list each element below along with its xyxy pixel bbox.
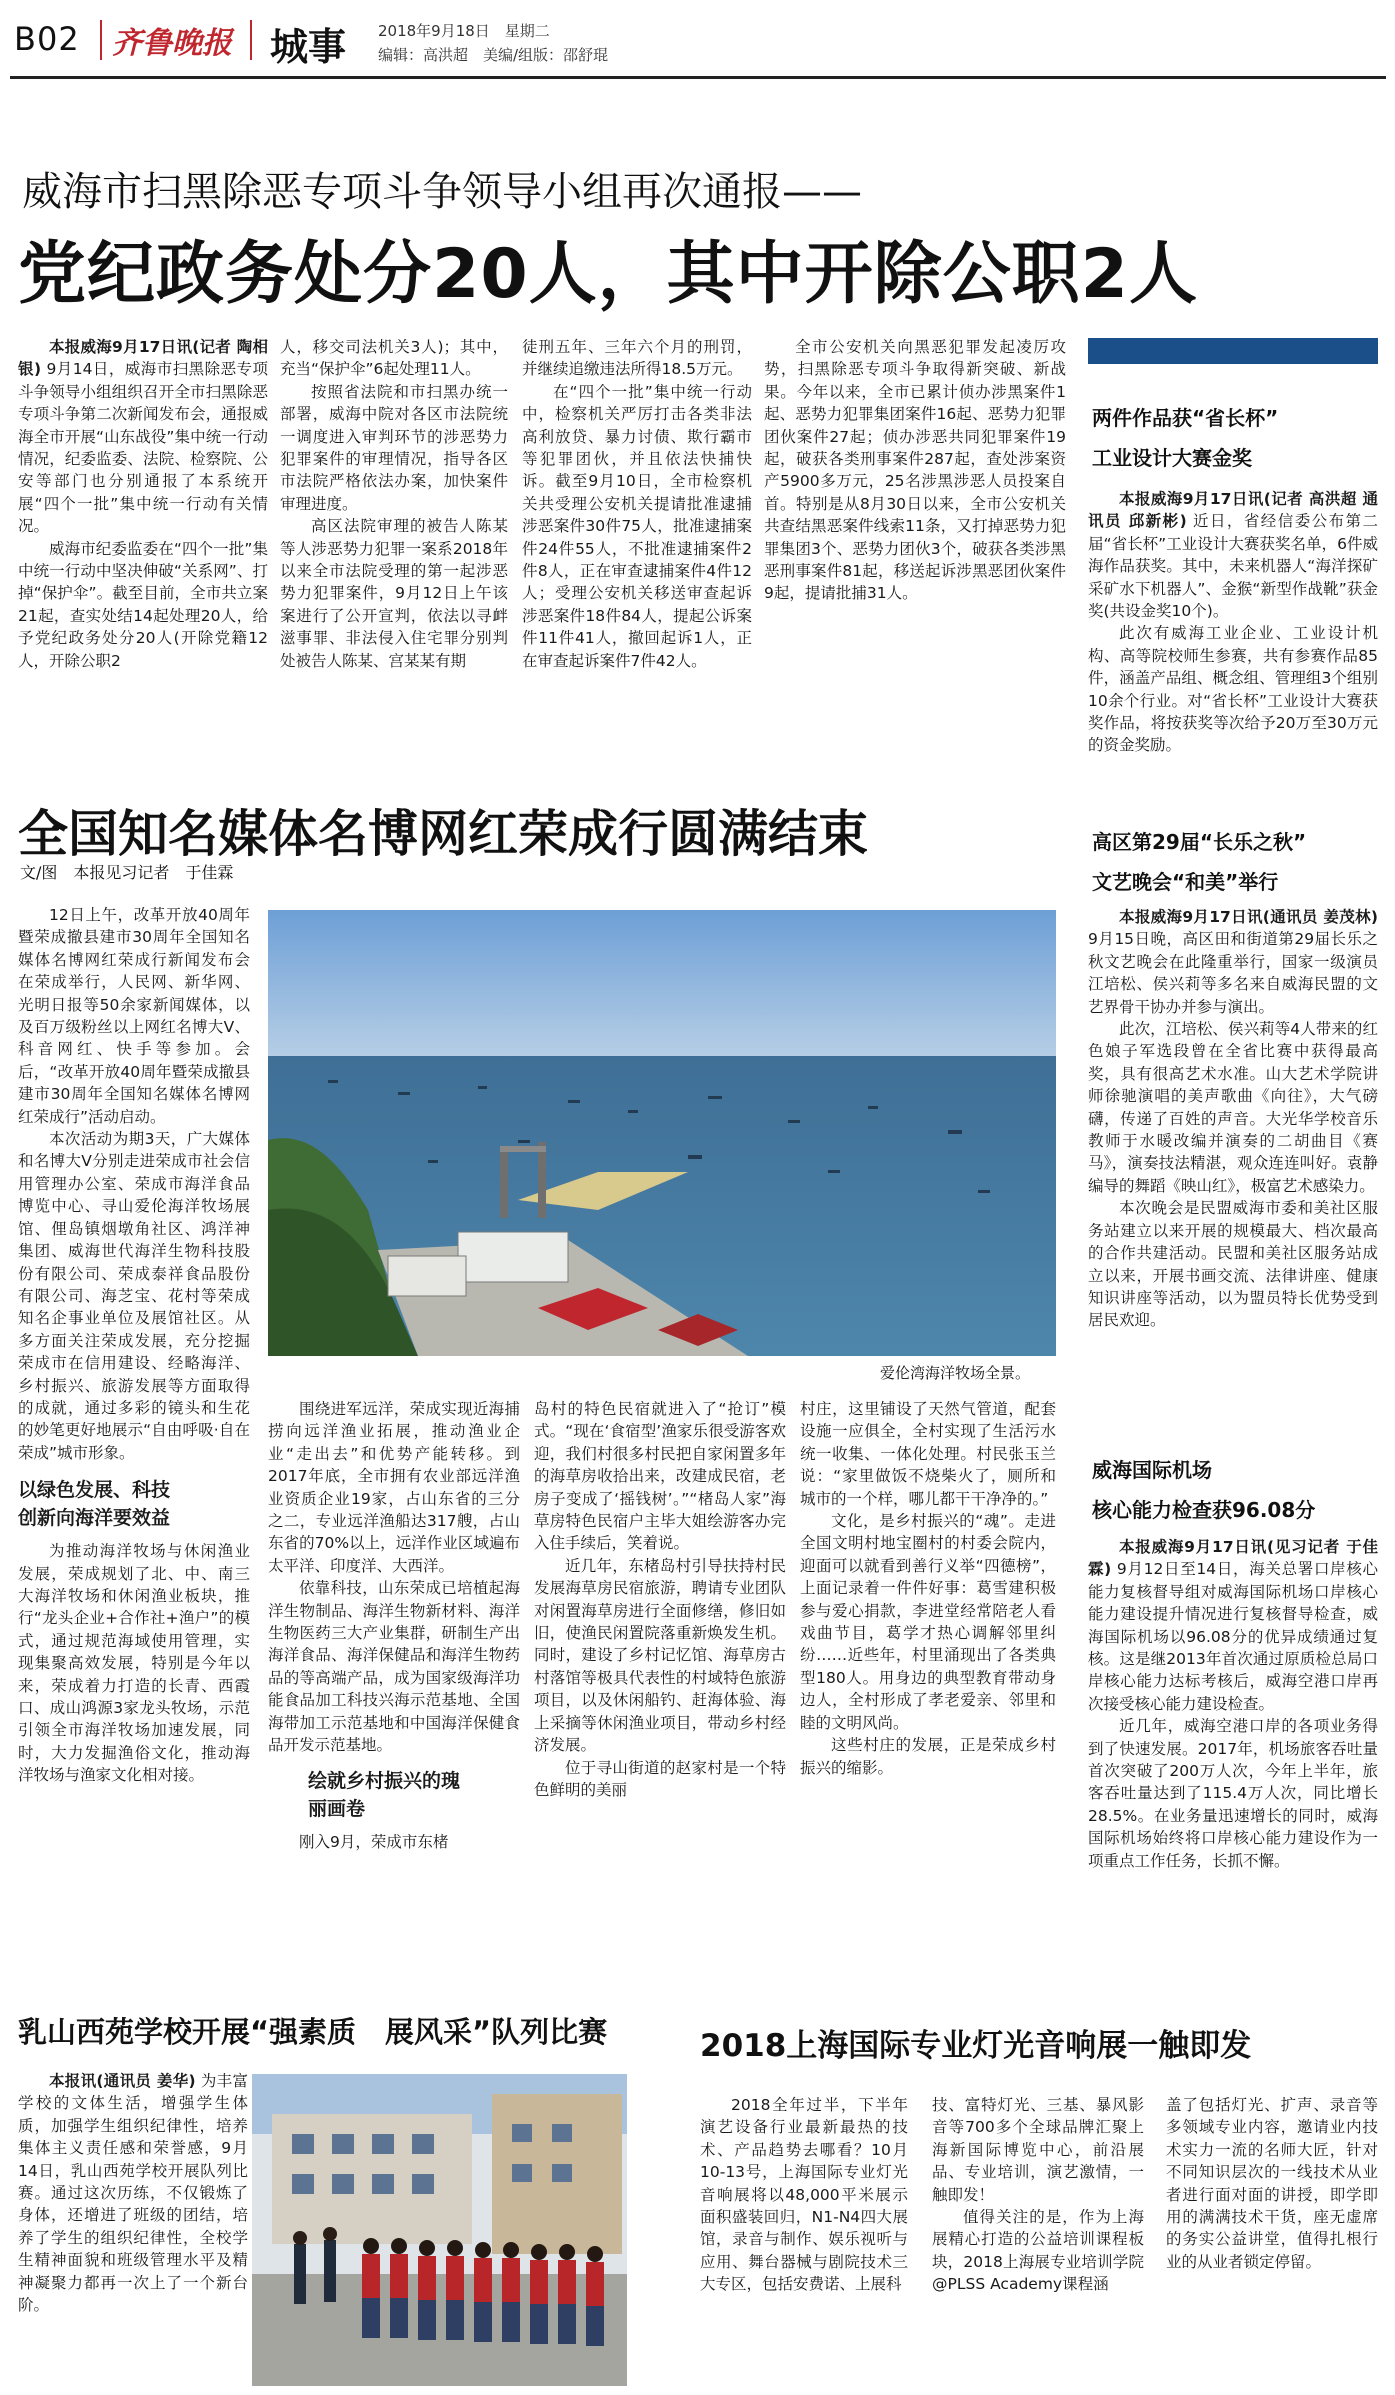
story2-col4: 村庄，这里铺设了天然气管道，配套设施一应俱全，全村实现了生活污水统一收集、一体化处理。村民张玉兰说：“家里做饭不烧柴火了，厕所和城市的一个样，哪儿都干干净净的。” 文化，是乡村振兴的“魂”。走进全国文明村地宝圈村的村委会院内，迎面可以就看到善行义举“四德榜”，上面记录着一件件好事：葛雪建积极参与爱心捐款，李进堂经常陪老人看戏曲节目，葛学才热心调解邻里纠纷……近些年，村里涌现出了各类典型180人。用身边的典型教育带动身边人，全村形成了孝老爱亲、邻里和睦的文明风尚。 这些村庄的发展，正是荣成乡村振兴的缩影。 <box>800 1400 1056 1777</box>
story1-col4: 全市公安机关向黑恶犯罪发起凌厉攻势，扫黑除恶专项斗争取得新突破、新战果。今年以来，全市已累计侦办涉黑案件1起、恶势力犯罪集团案件16起、恶势力犯罪团伙案件27起；侦办涉恶共同犯罪案件19起，破获各类刑事案件287起，查处涉案资产5900多万元，25名涉黑涉恶人员投案自首。特别是从8月30日以来，全市公安机关共查结黑恶案件线索11条，又打掉恶势力犯罪集团3个、恶势力团伙3个，破获各类涉黑恶刑事案件81起，移送起诉涉黑恶团伙案件9起，提请批捕31人。 <box>764 338 1066 603</box>
paper-logo: 齐鲁晚报 <box>112 26 232 61</box>
story2-subhead-2: 绘就乡村振兴的瑰 丽画卷 <box>308 1769 461 1820</box>
story1-kicker: 威海市扫黑除恶专项斗争领导小组再次通报—— <box>22 169 862 215</box>
masthead-divider <box>100 20 102 60</box>
sidebar1-title: 两件作品获“省长杯” 工业设计大赛金奖 <box>1092 406 1279 470</box>
sidebar1-body: 本报威海9月17日讯(记者 高洪超 通讯员 邱新彬) 近日，省经信委公布第二届“省长杯”工业设计大赛获奖名单，6件威海作品获奖。其中，未来机器人“海洋探矿采矿水下机器人”、金猴“新型作战靴”获金奖(共设金奖10个)。 此次有威海工业企业、工业设计机构、高等院校师生参赛，共有参赛作品85件，涵盖产品组、概念组、管理组3个组别10余个行业。对“省长杯”工业设计大赛获奖作品，将按获奖等次给予20万至30万元的资金奖励。 <box>1088 490 1378 755</box>
sidebar3-title: 威海国际机场 核心能力检查获96.08分 <box>1092 1458 1316 1522</box>
story2-col1: 12日上午，改革开放40周年暨荣成撤县建市30周年全国知名媒体名博网红荣成行新闻发布会在荣成举行，人民网、新华网、光明日报等50余家新闻媒体，以及百万级粉丝以上网红名博大V、科音网红、快手等参加。会后，“改革开放40周年暨荣成撤县建市30周年全国知名媒体名博网红荣成行”活动启动。 本次活动为期3天，广大媒体和名博大V分别走进荣成市社会信用管理办公室、荣成市海洋食品博览中心、寻山爱伦海洋牧场展馆、俚岛镇烟墩角社区、鸿洋神集团、威海世代海洋生物科技股份有限公司、荣成泰祥食品股份有限公司、海芝宝、花村等荣成知名企事业单位及展馆社区。从多方面关注荣成发展，充分挖掘荣成市在信用建设、经略海洋、乡村振兴、旅游发展等方面取得的成就，通过多彩的镜头和生花的妙笔更好地展示“自由呼吸·自在荣成”城市形象。 以绿色发展、科技 创新向海洋要效益 为推动海洋牧场与休闲渔业发展，荣成规划了北、中、南三大海洋牧场和休闲渔业板块，推行“龙头企业+合作社+渔户”的模式，通过规范海域使用管理，实现集聚高效发展，特别是今年以来，荣成着力打造的长青、西霞口、成山鸿源3家龙头牧场，示范引领全市海洋牧场加速发展，同时，大力发掘渔俗文化，推动海洋牧场与渔家文化相对接。 <box>18 906 250 1785</box>
story2-subhead: 以绿色发展、科技 创新向海洋要效益 <box>18 1479 171 1530</box>
story2-byline: 文/图 本报见习记者 于佳霖 <box>20 863 234 882</box>
story2-col2: 围绕进军远洋，荣成实现近海捕捞向远洋渔业拓展，推动渔业企业“走出去”和优势产能转移。到2017年底，全市拥有农业部远洋渔业资质企业19家，占山东省的三分之二，专业远洋渔船达317艘，占山东省的70%以上，远洋作业区域遍布太平洋、印度洋、大西洋。 依靠科技，山东荣成已培植起海洋生物制品、海洋生物新材料、海洋生物医药三大产业集群，研制生产出海洋食品、海洋保健品和海洋生物药品的等高端产品，成为国家级海洋功能食品加工科技兴海示范基地、全国海带加工示范基地和中国海洋保健食品开发示范基地。 绘就乡村振兴的瑰 丽画卷 刚入9月，荣成市东楮 <box>268 1400 520 1851</box>
story4-title: 2018上海国际专业灯光音响展一触即发 <box>700 2028 1252 2064</box>
story4-col1: 2018全年过半，下半年演艺设备行业最新最热的技术、产品趋势去哪看？10月10-13号，上海国际专业灯光音响展将以48,000平米展示面积盛装回归，N1-N4四大展馆，录音与制作、娱乐视听与应用、舞台器械与剧院技术三大专区，包括安费诺、上展科 <box>700 2096 908 2294</box>
sidebar2-body: 本报威海9月17日讯(通讯员 姜茂林) 9月15日晚，高区田和街道第29届长乐之秋文艺晚会在此隆重举行，国家一级演员江培松、侯兴莉等多名来自威海民盟的文艺界骨干协办并参与演出。 此次，江培松、侯兴莉等4人带来的红色娘子军选段曾在全省比赛中获得最高奖，具有很高艺术水准。山大艺术学院讲师徐驰演唱的美声歌曲《向往》，大气磅礴，传递了百姓的声音。大光华学校音乐教师于水暖改编并演奏的二胡曲目《赛马》，演奏技法精湛，观众连连叫好。袁静编导的舞蹈《映山红》，极富艺术感染力。 本次晚会是民盟威海市委和美社区服务站建立以来开展的规模最大、档次最高的合作共建活动。民盟和美社区服务站成立以来，开展书画交流、法律讲座、健康知识讲座等活动，以为盟员特长优势受到居民欢迎。 <box>1088 908 1378 1330</box>
story1-col3: 徒刑五年、三年六个月的刑罚，并继续追缴违法所得18.5万元。 在“四个一批”集中统一行动中，检察机关严厉打击各类非法高利放贷、暴力讨债、欺行霸市等犯罪团伙，并且依法快捕快诉。截至9月10日，全市检察机关共受理公安机关提请批准逮捕涉恶案件30件75人，批准逮捕案件24件55人，不批准逮捕案件2件8人，正在审查逮捕案件4件12人；受理公安机关移送审查起诉涉恶案件18件84人，提起公诉案件11件41人，撤回起诉1人，正在审查起诉案件7件42人。 <box>522 338 752 670</box>
issue-credits: 编辑：高洪超 美编/组版：邵舒琨 <box>378 46 609 64</box>
photo-caption: 爱伦湾海洋牧场全景。 <box>880 1364 1031 1382</box>
story3-title: 乳山西苑学校开展“强素质 展风采”队列比赛 <box>18 2015 608 2049</box>
story2-title: 全国知名媒体名博网红荣成行圆满结束 <box>18 805 868 863</box>
story1-col2: 人，移交司法机关3人)；其中，充当“保护伞”6起处理11人。 按照省法院和市扫黑办统一部署，威海中院对各区市法院统一调度进入审判环节的涉恶势力犯罪案件的审理情况，指导各区市法院严格依法办案，加快案件审理进度。 高区法院审理的被告人陈某等人涉恶势力犯罪一案系2018年以来全市法院受理的第一起涉恶势力犯罪案件，9月12日上午该案进行了公开宣判，依法以寻衅滋事罪、非法侵入住宅罪分别判处被告人陈某、宫某某有期 <box>280 338 508 670</box>
section-name: 城事 <box>270 25 347 69</box>
masthead <box>0 0 1395 74</box>
page-number: B02 <box>14 20 80 58</box>
story4-col3: 盖了包括灯光、扩声、录音等多领域专业内容，邀请业内技术实力一流的名师大匠，针对不同知识层次的一线技术从业者进行面对面的讲授，即学即用的满满技术干货，座无虚席的务实公益讲堂，值得扎根行业的从业者锁定停留。 <box>1166 2096 1378 2271</box>
sidebar-accent-bar <box>1088 338 1378 364</box>
story4-col2: 技、富特灯光、三基、暴风影音等700多个全球品牌汇聚上海新国际博览中心，前沿展品、专业培训，演艺激情，一触即发！ 值得关注的是，作为上海展精心打造的公益培训课程板块，2018上海展专业培训学院@PLSS Academy课程涵 <box>932 2096 1144 2294</box>
story1-byline: 本报威海9月17日讯(记者 陶相银) <box>18 338 268 379</box>
issue-date: 2018年9月18日 星期二 <box>378 22 550 40</box>
story1-title: 党纪政务处分20人，其中开除公职2人 <box>18 235 1198 314</box>
masthead-divider-2 <box>250 20 252 60</box>
story1-col1: 本报威海9月17日讯(记者 陶相银) 9月14日，威海市扫黑除恶专项斗争领导小组组织召开全市扫黑除恶专项斗争第二次新闻发布会，通报威海全市开展“山东战役”集中统一行动情况，纪委监委、法院、检察院、公安等部门也分别通报了本系统开展“四个一批”集中统一行动有关情况。 威海市纪委监委在“四个一批”集中统一行动中坚决伸破“关系网”、打掉“保护伞”。截至目前，全市共立案21起，查实处结14起处理20人，给予党纪政务处分20人(开除党籍12人，开除公职2 <box>18 338 268 670</box>
story2-col3: 岛村的特色民宿就进入了“抢订”模式。“现在‘食宿型’渔家乐很受游客欢迎，我们村很多村民把自家闲置多年的海草房收拾出来，改建成民宿，老房子变成了‘摇钱树’。”“楮岛人家”海草房特色民宿户主毕大姐绘游客办完入住手续后，笑着说。 近几年，东楮岛村引导扶持村民发展海草房民宿旅游，聘请专业团队对闲置海草房进行全面修缮，修旧如旧，使渔民闲置院落重新焕发生机。同时，建设了乡村记忆馆、海草房古村落馆等极具代表性的村域特色旅游项目，以及休闲船钓、赶海体验、海上采摘等休闲渔业项目，带动乡村经济发展。 位于寻山街道的赵家村是一个特色鲜明的美丽 <box>534 1400 786 1799</box>
sidebar3-body: 本报威海9月17日讯(见习记者 于佳霖) 9月12日至14日，海关总署口岸核心能力复核督导组对威海国际机场口岸核心能力建设提升情况进行复核督导检查，威海国际机场以96.08分的优异成绩通过复核。这是继2013年首次通过原质检总局口岸核心能力达标考核后，威海空港口岸再次接受核心能力建设检查。 近几年，威海空港口岸的各项业务得到了快速发展。2017年，机场旅客吞吐量首次突破了200万人次，今年上半年，旅客吞吐量达到了115.4万人次，同比增长28.5%。在业务量迅速增长的同时，威海国际机场始终将口岸核心能力建设作为一项重点工作任务，长抓不懈。 <box>1088 1538 1378 1870</box>
sidebar2-title: 高区第29届“长乐之秋” 文艺晚会“和美”举行 <box>1092 830 1307 894</box>
story3-body: 本报讯(通讯员 姜华) 为丰富学校的文体生活，增强学生体质，加强学生组织纪律性，培养集体主义责任感和荣誉感，9月14日，乳山西苑学校开展队列比赛。通过这次历练，不仅锻炼了身体，还增进了班级的团结，培养了学生的组织纪律性，全校学生精神面貌和班级管理水平及精神凝聚力都再一次上了一个新台阶。 <box>18 2072 248 2315</box>
ocean-ranch-photo <box>268 910 1056 1356</box>
masthead-rule <box>10 76 1386 79</box>
drill-competition-photo <box>252 2074 627 2386</box>
